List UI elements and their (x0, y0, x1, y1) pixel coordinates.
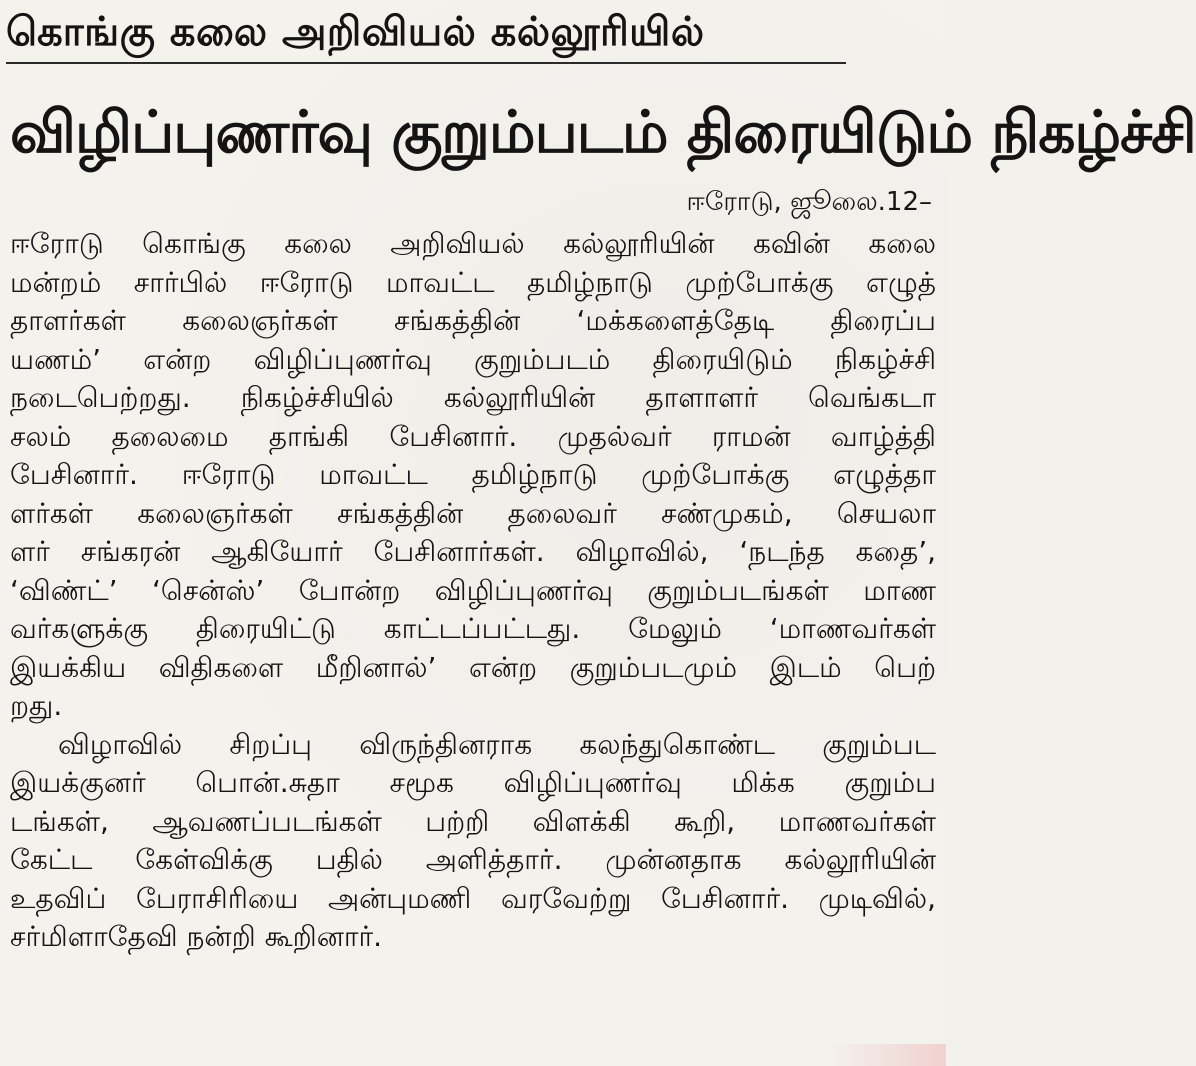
body-line: விழாவில் சிறப்பு விருந்தினராக கலந்துகொண்ட குறும்பட (58, 727, 936, 761)
body-line: வர்களுக்கு திரையிட்டு காட்டப்பட்டது. மேலும் ‘மாணவர்கள் (10, 612, 936, 645)
dateline: ஈரோடு, ஜூலை.12– (686, 187, 932, 217)
body-line: ‘விண்ட்’ ‘சென்ஸ்’ போன்ற விழிப்புணர்வு குறும்படங்கள் மாண (10, 573, 936, 607)
body-line: றது. (10, 689, 63, 722)
body-line: ளர் சங்கரன் ஆகியோர் பேசினார்கள். விழாவில், ‘நடந்த கதை’, (10, 535, 936, 568)
paragraph-1 (10, 225, 936, 726)
body-line: சலம் தலைமை தாங்கி பேசினார். முதல்வர் ராமன் வாழ்த்தி (10, 419, 936, 453)
body-line: மன்றம் சார்பில் ஈரோடு மாவட்ட தமிழ்நாடு முற்போக்கு எழுத் (10, 265, 936, 299)
body-line: உதவிப் பேராசிரியை அன்புமணி வரவேற்று பேசினார். முடிவில், (10, 881, 936, 915)
body-line: கேட்ட கேள்விக்கு பதில் அளித்தார். முன்னதாக கல்லூரியின் (10, 843, 936, 876)
body-line: இயக்குனர் பொன்.சுதா சமூக விழிப்புணர்வு மிக்க குறும்ப (10, 766, 936, 799)
paper-edge-tint (826, 1044, 946, 1066)
headline-rule (6, 62, 846, 64)
body-line: தாளர்கள் கலைஞர்கள் சங்கத்தின் ‘மக்களைத்தேடி திரைப்ப (10, 304, 936, 337)
body-line: இயக்கிய விதிகளை மீறினால்’ என்ற குறும்படமும் இடம் பெற் (10, 650, 936, 684)
main-headline: விழிப்புணர்வு குறும்படம் திரையிடும் நிகழ்ச்சி (10, 98, 1196, 166)
kicker-headline: கொங்கு கலை அறிவியல் கல்லூரியில் (6, 9, 705, 55)
body-line: ளர்கள் கலைஞர்கள் சங்கத்தின் தலைவர் சண்முகம், செயலா (10, 496, 936, 530)
article-body (10, 225, 936, 1065)
body-line: டங்கள், ஆவணப்படங்கள் பற்றி விளக்கி கூறி, மாணவர்கள் (10, 804, 936, 838)
body-line: ஈரோடு கொங்கு கலை அறிவியல் கல்லூரியின் கவின் கலை (10, 227, 936, 260)
body-line: பேசினார். ஈரோடு மாவட்ட தமிழ்நாடு முற்போக்கு எழுத்தா (10, 458, 936, 491)
body-line: சர்மிளாதேவி நன்றி கூறினார். (10, 920, 383, 953)
body-line: நடைபெற்றது. நிகழ்ச்சியில் கல்லூரியின் தாளாளர் வெங்கடா (10, 381, 936, 414)
paragraph-2 (10, 726, 936, 957)
body-line: யணம்’ என்ற விழிப்புணர்வு குறும்படம் திரையிடும் நிகழ்ச்சி (10, 342, 936, 376)
